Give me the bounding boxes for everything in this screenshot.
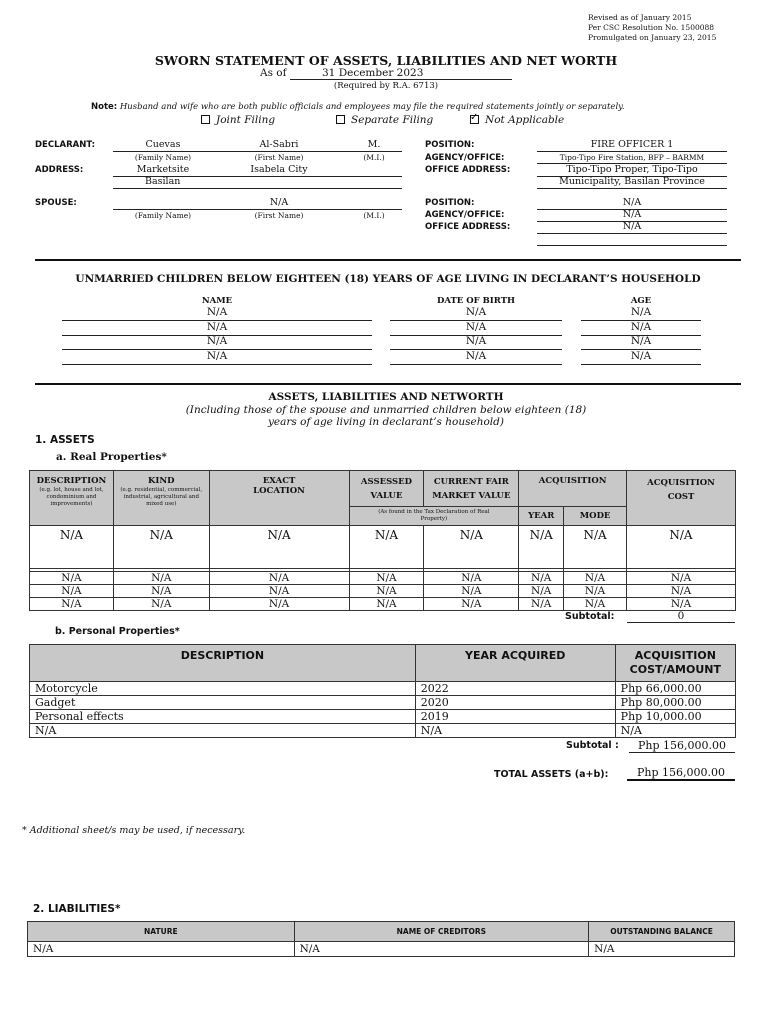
assets-heading: 1. ASSETS <box>35 434 95 446</box>
real-properties-table <box>29 470 736 611</box>
children-cell: N/A <box>581 335 701 350</box>
spouse-office-address-label: OFFICE ADDRESS: <box>425 222 511 232</box>
real-property-cell: N/A <box>113 585 209 598</box>
personal-subtotal-label: Subtotal : <box>566 740 619 751</box>
personal-property-cell: Personal effects <box>30 710 416 724</box>
real-property-cell: N/A <box>30 585 114 598</box>
spouse-mi-caption: (M.I.) <box>363 211 385 220</box>
personal-property-row <box>30 710 736 724</box>
children-col-dob: DATE OF BIRTH <box>436 296 516 306</box>
personal-col-cost: ACQUISITION COST/AMOUNT <box>615 645 735 682</box>
real-subtotal-value: 0 <box>627 610 735 623</box>
revision-block <box>588 13 716 43</box>
liability-row <box>28 942 735 957</box>
real-col-kind-note: (e.g. residential, commercial, industrial, agricultural and mixed use) <box>120 487 203 507</box>
real-property-cell: N/A <box>30 572 114 585</box>
joint-filing-label: Joint Filing <box>216 114 276 126</box>
alnw-subheading-2: years of age living in declarant’s household) <box>268 416 504 428</box>
children-col-name: NAME <box>201 296 233 306</box>
real-col-year: YEAR <box>519 507 564 526</box>
real-col-description-label: DESCRIPTION <box>36 476 107 486</box>
liabilities-col-creditors: NAME OF CREDITORS <box>294 922 589 942</box>
real-property-cell: N/A <box>209 585 349 598</box>
joint-filing-option[interactable] <box>201 114 275 126</box>
address-line2: Isabela City <box>250 164 308 175</box>
real-col-acquisition: ACQUISITION <box>519 471 627 507</box>
checked-checkbox-icon[interactable]: ✓ <box>470 112 479 123</box>
real-property-cell: N/A <box>424 585 519 598</box>
checkbox-icon[interactable] <box>336 115 345 124</box>
personal-property-cell: Php 80,000.00 <box>615 696 735 710</box>
spouse-name: N/A <box>269 197 289 208</box>
personal-col-year: YEAR ACQUIRED <box>415 645 615 682</box>
real-property-cell: N/A <box>519 585 564 598</box>
declarant-label: DECLARANT: <box>35 140 96 150</box>
real-property-cell: N/A <box>30 598 114 611</box>
real-property-row <box>30 526 736 569</box>
declarant-first-name: Al-Sabri <box>259 139 299 150</box>
children-heading: UNMARRIED CHILDREN BELOW EIGHTEEN (18) YEARS OF AGE LIVING IN DECLARANT’S HOUSEHOLD <box>75 273 701 285</box>
children-cell: N/A <box>390 335 562 350</box>
real-property-cell: N/A <box>30 526 114 569</box>
total-assets-value: Php 156,000.00 <box>627 766 735 781</box>
real-properties-heading: a. Real Properties* <box>56 451 167 463</box>
real-property-cell: N/A <box>627 585 736 598</box>
personal-property-cell: N/A <box>30 724 416 738</box>
real-property-cell: N/A <box>209 526 349 569</box>
position-value: FIRE OFFICER 1 <box>590 139 674 150</box>
as-of-date <box>290 67 512 80</box>
real-property-cell: N/A <box>349 585 424 598</box>
real-col-fair-market: CURRENT FAIR MARKET VALUE <box>424 471 519 507</box>
real-property-cell: N/A <box>424 572 519 585</box>
position-label: POSITION: <box>425 140 475 150</box>
separate-filing-label: Separate Filing <box>351 114 434 126</box>
real-col-assessed: ASSESSED VALUE <box>349 471 424 507</box>
spouse-family-caption: (Family Name) <box>134 211 192 220</box>
children-cell: N/A <box>62 321 372 336</box>
checkbox-icon[interactable] <box>201 115 210 124</box>
real-property-cell: N/A <box>349 572 424 585</box>
personal-property-row <box>30 724 736 738</box>
agency-value: Tipo-Tipo Fire Station, BFP – BARMM <box>559 153 705 162</box>
alnw-heading: ASSETS, LIABILITIES AND NETWORTH <box>268 391 504 403</box>
first-name-caption: (First Name) <box>254 153 304 162</box>
personal-property-cell: Motorcycle <box>30 682 416 696</box>
real-property-cell: N/A <box>209 598 349 611</box>
personal-property-cell: 2019 <box>415 710 615 724</box>
real-property-cell: N/A <box>519 598 564 611</box>
separate-filing-option[interactable] <box>336 114 433 126</box>
liability-cell: N/A <box>589 942 735 957</box>
children-cell: N/A <box>581 321 701 336</box>
real-property-cell: N/A <box>209 572 349 585</box>
total-assets-label: TOTAL ASSETS (a+b): <box>494 769 609 780</box>
personal-property-cell: Php 66,000.00 <box>615 682 735 696</box>
note-text: Husband and wife who are both public officials and employees may file the required statements jointly or separately. <box>119 102 625 112</box>
real-property-cell: N/A <box>519 526 564 569</box>
note-label: Note: <box>91 102 118 112</box>
additional-sheet-note: * Additional sheet/s may be used, if necessary. <box>22 825 246 836</box>
children-cell: N/A <box>581 306 701 321</box>
liabilities-col-nature: NATURE <box>28 922 295 942</box>
real-col-kind-label: KIND <box>148 476 175 486</box>
liabilities-table <box>27 921 735 957</box>
real-property-cell: N/A <box>627 526 736 569</box>
real-col-description-note: (e.g. lot, house and lot, condominium and improvements) <box>39 487 104 507</box>
alnw-subheading-1: (Including those of the spouse and unmarried children below eighteen (18) <box>185 404 587 416</box>
not-applicable-label: Not Applicable <box>485 114 565 126</box>
real-subtotal-label: Subtotal: <box>565 611 615 622</box>
personal-property-row <box>30 696 736 710</box>
as-of-date-value: 31 December 2023 <box>322 67 424 79</box>
real-property-row <box>30 572 736 585</box>
family-name-caption: (Family Name) <box>134 153 192 162</box>
personal-property-cell: 2020 <box>415 696 615 710</box>
children-cell: N/A <box>390 350 562 365</box>
revision-line: Revised as of January 2015 <box>588 13 692 22</box>
liability-cell: N/A <box>294 942 589 957</box>
real-property-cell: N/A <box>424 598 519 611</box>
declarant-mi: M. <box>367 139 381 150</box>
children-col-age: AGE <box>630 296 652 306</box>
real-property-cell: N/A <box>627 598 736 611</box>
liabilities-heading: 2. LIABILITIES* <box>33 903 121 915</box>
real-property-cell: N/A <box>113 526 209 569</box>
address-line1: Marketsite <box>136 164 190 175</box>
real-property-cell: N/A <box>519 572 564 585</box>
revision-line: Per CSC Resolution No. 1500088 <box>588 23 715 32</box>
revision-line: Promulgated on January 23, 2015 <box>588 33 717 42</box>
spouse-label: SPOUSE: <box>35 198 77 208</box>
personal-property-cell: 2022 <box>415 682 615 696</box>
address-line3: Basilan <box>145 176 181 187</box>
personal-property-row <box>30 682 736 696</box>
office-address-line1: Tipo-Tipo Proper, Tipo-Tipo <box>566 164 698 175</box>
section-divider <box>35 383 741 385</box>
real-tax-note: (As found in the Tax Declaration of Real Property) <box>349 507 519 526</box>
spouse-position-label: POSITION: <box>425 198 475 208</box>
real-property-cell: N/A <box>564 598 627 611</box>
real-property-cell: N/A <box>113 598 209 611</box>
spouse-agency-label: AGENCY/OFFICE: <box>425 210 505 220</box>
real-property-row <box>30 598 736 611</box>
real-property-cell: N/A <box>564 526 627 569</box>
real-property-cell: N/A <box>627 572 736 585</box>
children-cell: N/A <box>390 321 562 336</box>
spouse-office-address-value: N/A <box>622 221 642 232</box>
real-property-cell: N/A <box>424 526 519 569</box>
real-col-description <box>30 471 114 526</box>
liability-cell: N/A <box>28 942 295 957</box>
page-title: SWORN STATEMENT OF ASSETS, LIABILITIES AND NET WORTH <box>154 53 618 68</box>
real-property-row <box>30 585 736 598</box>
real-col-mode: MODE <box>564 507 627 526</box>
spouse-agency-value: N/A <box>622 209 642 220</box>
personal-col-description: DESCRIPTION <box>30 645 416 682</box>
children-cell: N/A <box>390 306 562 321</box>
agency-label: AGENCY/OFFICE: <box>425 153 505 163</box>
children-cell: N/A <box>62 306 372 321</box>
liabilities-col-balance: OUTSTANDING BALANCE <box>589 922 735 942</box>
real-col-acq-cost: ACQUISITION COST <box>627 471 736 526</box>
children-cell: N/A <box>62 335 372 350</box>
note <box>91 102 625 112</box>
office-address-label: OFFICE ADDRESS: <box>425 165 511 175</box>
spouse-first-caption: (First Name) <box>254 211 304 220</box>
section-divider <box>35 259 741 261</box>
children-cell: N/A <box>581 350 701 365</box>
real-property-cell: N/A <box>349 526 424 569</box>
personal-properties-heading: b. Personal Properties* <box>55 626 180 637</box>
real-property-cell: N/A <box>564 572 627 585</box>
spouse-position-value: N/A <box>622 197 642 208</box>
personal-property-cell: Php 10,000.00 <box>615 710 735 724</box>
as-of-label: As of <box>260 67 287 79</box>
real-property-cell: N/A <box>113 572 209 585</box>
personal-property-cell: Gadget <box>30 696 416 710</box>
mi-caption: (M.I.) <box>363 153 385 162</box>
real-col-location: EXACT LOCATION <box>209 471 349 526</box>
children-cell: N/A <box>62 350 372 365</box>
personal-properties-table <box>29 644 736 738</box>
office-address-line2: Municipality, Basilan Province <box>559 176 705 187</box>
real-col-kind <box>113 471 209 526</box>
personal-property-cell: N/A <box>615 724 735 738</box>
declarant-family-name: Cuevas <box>145 139 181 150</box>
personal-property-cell: N/A <box>415 724 615 738</box>
required-by: (Required by R.A. 6713) <box>333 81 439 91</box>
personal-subtotal-value: Php 156,000.00 <box>629 739 735 753</box>
real-property-cell: N/A <box>564 585 627 598</box>
address-label: ADDRESS: <box>35 165 84 175</box>
real-property-cell: N/A <box>349 598 424 611</box>
not-applicable-option[interactable] <box>470 114 564 126</box>
